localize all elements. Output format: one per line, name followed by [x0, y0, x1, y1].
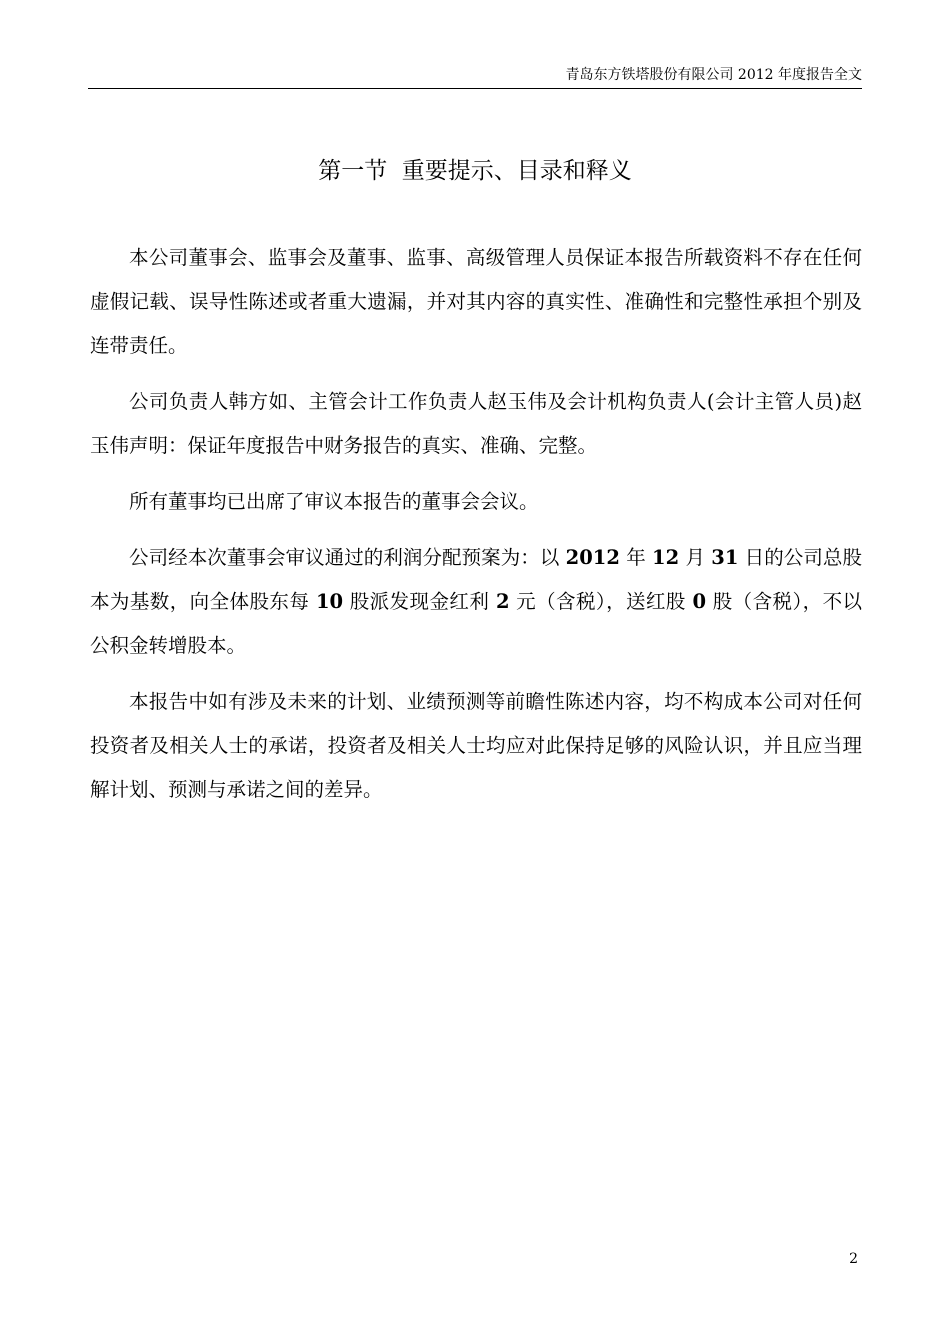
text-fragment: 元（含税），送红股 — [509, 590, 693, 613]
text-fragment: 股派发现金红利 — [343, 590, 496, 613]
section-title: 第一节 重要提示、目录和释义 — [318, 158, 632, 184]
running-header: 青岛东方铁塔股份有限公司 2012 年度报告全文 — [565, 67, 862, 83]
paragraph-responsibility-statement: 本公司董事会、监事会及董事、监事、高级管理人员保证本报告所载资料不存在任何虚假记载、误导性陈述或者重大遗漏，并对其内容的真实性、准确性和完整性承担个别及连带责任。 — [90, 246, 862, 357]
paragraph-board-attendance: 所有董事均已出席了审议本报告的董事会会议。 — [129, 490, 539, 513]
bold-number: 31 — [711, 546, 739, 569]
paragraph-profit-distribution — [90, 536, 862, 668]
header-divider — [88, 88, 862, 89]
text-fragment: 年 — [619, 546, 653, 569]
document-body — [90, 236, 862, 824]
text-fragment: 公司经本次董事会审议通过的利润分配预案为：以 — [129, 546, 566, 569]
text-fragment: 月 — [679, 546, 712, 569]
bold-number: 2 — [495, 590, 510, 613]
bold-number: 12 — [652, 546, 680, 569]
page-number: 2 — [849, 1251, 858, 1267]
paragraph-forward-looking-disclaimer: 本报告中如有涉及未来的计划、业绩预测等前瞻性陈述内容，均不构成本公司对任何投资者及相关人士的承诺，投资者及相关人士均应对此保持足够的风险认识，并且应当理解计划、预测与承诺之间的差异。 — [90, 690, 862, 801]
bold-number: 2012 — [565, 546, 620, 569]
bold-number: 0 — [692, 590, 707, 613]
text-fragment: 股（含税），不以公积金转增股本。 — [90, 590, 863, 657]
paragraph-officer-declaration: 公司负责人韩方如、主管会计工作负责人赵玉伟及会计机构负责人(会计主管人员)赵玉伟声明：保证年度报告中财务报告的真实、准确、完整。 — [90, 390, 862, 457]
bold-number: 10 — [315, 590, 344, 613]
text-fragment: 日的公司总股本为基数，向全体股东每 — [90, 546, 863, 613]
